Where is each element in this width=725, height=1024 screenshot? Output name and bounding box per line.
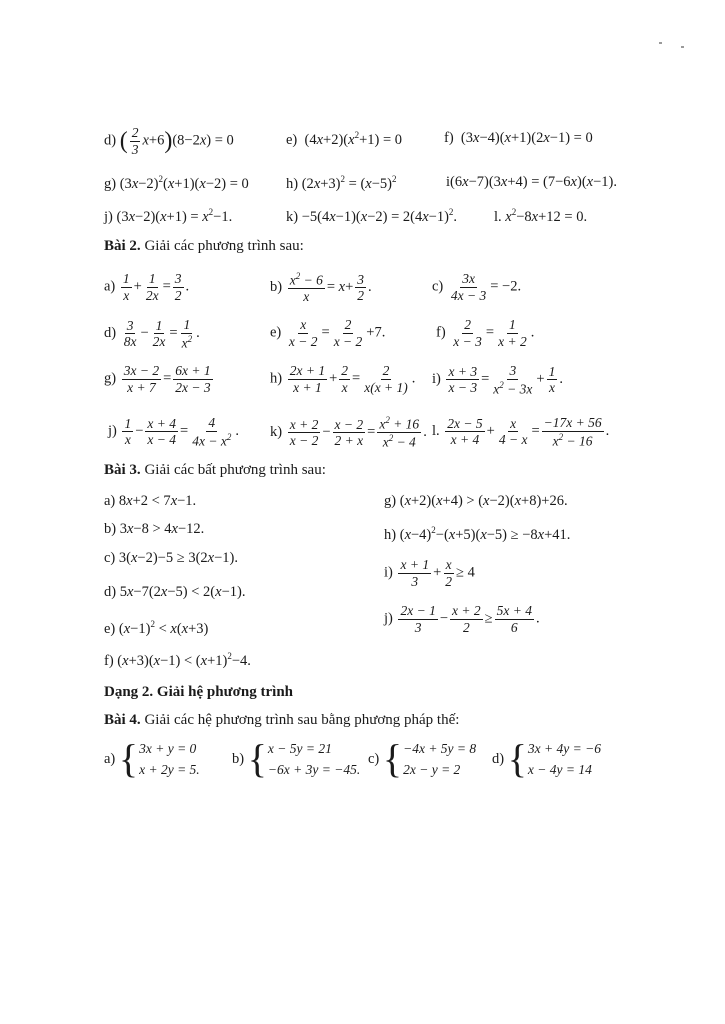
bai4-heading: Bài 4. Giải các hệ phương trình sau bằng phương pháp thế: xyxy=(104,712,460,728)
ineq-3f: f) $(x+3)(x-1) < (x+1)^2-4$. xyxy=(104,651,251,669)
eq-1i: i(6x−7)(3x+4) = (7−6x)(x−1). xyxy=(446,174,617,190)
sys-4b: b) { x − 5y = 21 −6x + 3y = −45. xyxy=(232,736,361,781)
dang2-heading: Dạng 2. Giải hệ phương trình xyxy=(104,684,294,700)
bai2-heading: Bài 2. Giải các phương trình sau: xyxy=(104,238,304,254)
eq-2j: j) $\frac{1}{x}$ − $\frac{x + 4}{x - 4}$ = $\frac{4}{4x - x^2}$ . xyxy=(108,415,239,448)
ineq-3i: i) $\frac{x + 1}{3}$ + $\frac{x}{2}$ ≥ 4 xyxy=(384,557,475,589)
ineq-3c: c) 3(x−2)−5 ≥ 3(2x−1). xyxy=(104,550,238,566)
eq-2i: i) $\frac{x + 3}{x - 3}$ = $\frac{3}{x^2 - 3x}$ + $\frac{1}{x}$ . xyxy=(432,363,563,396)
eq-1k: $k) -5(4x-1)(x-2) = 2(4x-1)^2$. xyxy=(286,207,458,225)
eq-2c: c) $\frac{3x}{4x - 3}$ = −2. xyxy=(432,271,522,303)
eq-1d: d) ( $\frac{2}{3}$ x+6)(8−2x) = 0 xyxy=(104,125,234,157)
eq-2f: f) $\frac{2}{x - 3}$ = $\frac{1}{x + 2}$ . xyxy=(436,317,535,349)
sys-4a: a) { 3x + y = 0 x + 2y = 5. xyxy=(104,736,200,781)
sys-4d: d) { 3x + 4y = −6 x − 4y = 14 xyxy=(492,736,601,781)
eq-2b: b) $\frac{x^2 - 6}{x}$ = x+ $\frac{3}{2}$ . xyxy=(270,271,372,304)
ineq-3a: a) 8x+2 < 7x−1. xyxy=(104,493,197,509)
eq-1g: g) $(3x-2)^2(x+1)(x-2) = 0$ xyxy=(104,174,249,192)
ineq-3d: d) 5x−7(2x−5) < 2(x−1). xyxy=(104,584,246,600)
eq-1f: f) (3x−4)(x+1)(2x−1) = 0 xyxy=(444,130,593,146)
eq-1e: e) $(4x+2)(x^2+1) = 0$ xyxy=(286,130,403,148)
sys-4c: c) { −4x + 5y = 8 2x − y = 2 xyxy=(368,736,477,781)
eq-2a: a) $\frac{1}{x}$ + $\frac{1}{2x}$ = $\frac{3}{2}$ . xyxy=(104,271,190,303)
eq-2g: g) $\frac{3x - 2}{x + 7}$ = $\frac{6x + 1}{2x - 3}$ xyxy=(104,363,211,395)
ineq-3j: j) $\frac{2x - 1}{3}$ − $\frac{x + 2}{2}$ ≥ $\frac{5x + 4}{6}$ . xyxy=(384,603,540,635)
ineq-3h: h) $(x-4)^2-(x+5)(x-5) \ge -8x+41$. xyxy=(384,525,571,543)
ineq-3g: g) (x+2)(x+4) > (x−2)(x+8)+26. xyxy=(384,493,568,509)
bai3-heading: Bài 3. Giải các bất phương trình sau: xyxy=(104,462,326,478)
eq-1j: j) $(3x-2)(x+1) = x^2-1$. xyxy=(104,207,233,225)
scan-dot xyxy=(659,42,662,44)
eq-2k: k) $\frac{x + 2}{x - 2}$ − $\frac{x - 2}{2 + x}$ = $\frac{x^2 + 16}{x^2 - 4}$ . xyxy=(270,415,427,450)
eq-2e: e) $\frac{x}{x - 2}$ = $\frac{2}{x - 2}$ +7. xyxy=(270,317,386,349)
scan-dot xyxy=(681,46,684,48)
eq-2h: h) $\frac{2x + 1}{x + 1}$ + $\frac{2}{x}$ = $\frac{2}{x(x + 1)}$ . xyxy=(270,363,416,395)
eq-2d: d) $\frac{3}{8x}$ − $\frac{1}{2x}$ = $\frac{1}{x^2}$ . xyxy=(104,317,200,350)
ineq-3b: b) 3x−8 > 4x−12. xyxy=(104,521,205,537)
eq-1l: l. $x^2-8x+12 = 0$. xyxy=(494,207,588,225)
eq-2l: l. $\frac{2x - 5}{x + 4}$ + $\frac{x}{4 - x}$ = $\frac{-17x + 56}{x^2 - 16}$ . xyxy=(432,415,610,448)
ineq-3e: e) $(x-1)^2 < x(x+3)$ xyxy=(104,619,209,637)
eq-1h: h) $(2x+3)^2 = (x-5)^2$ xyxy=(286,174,397,192)
